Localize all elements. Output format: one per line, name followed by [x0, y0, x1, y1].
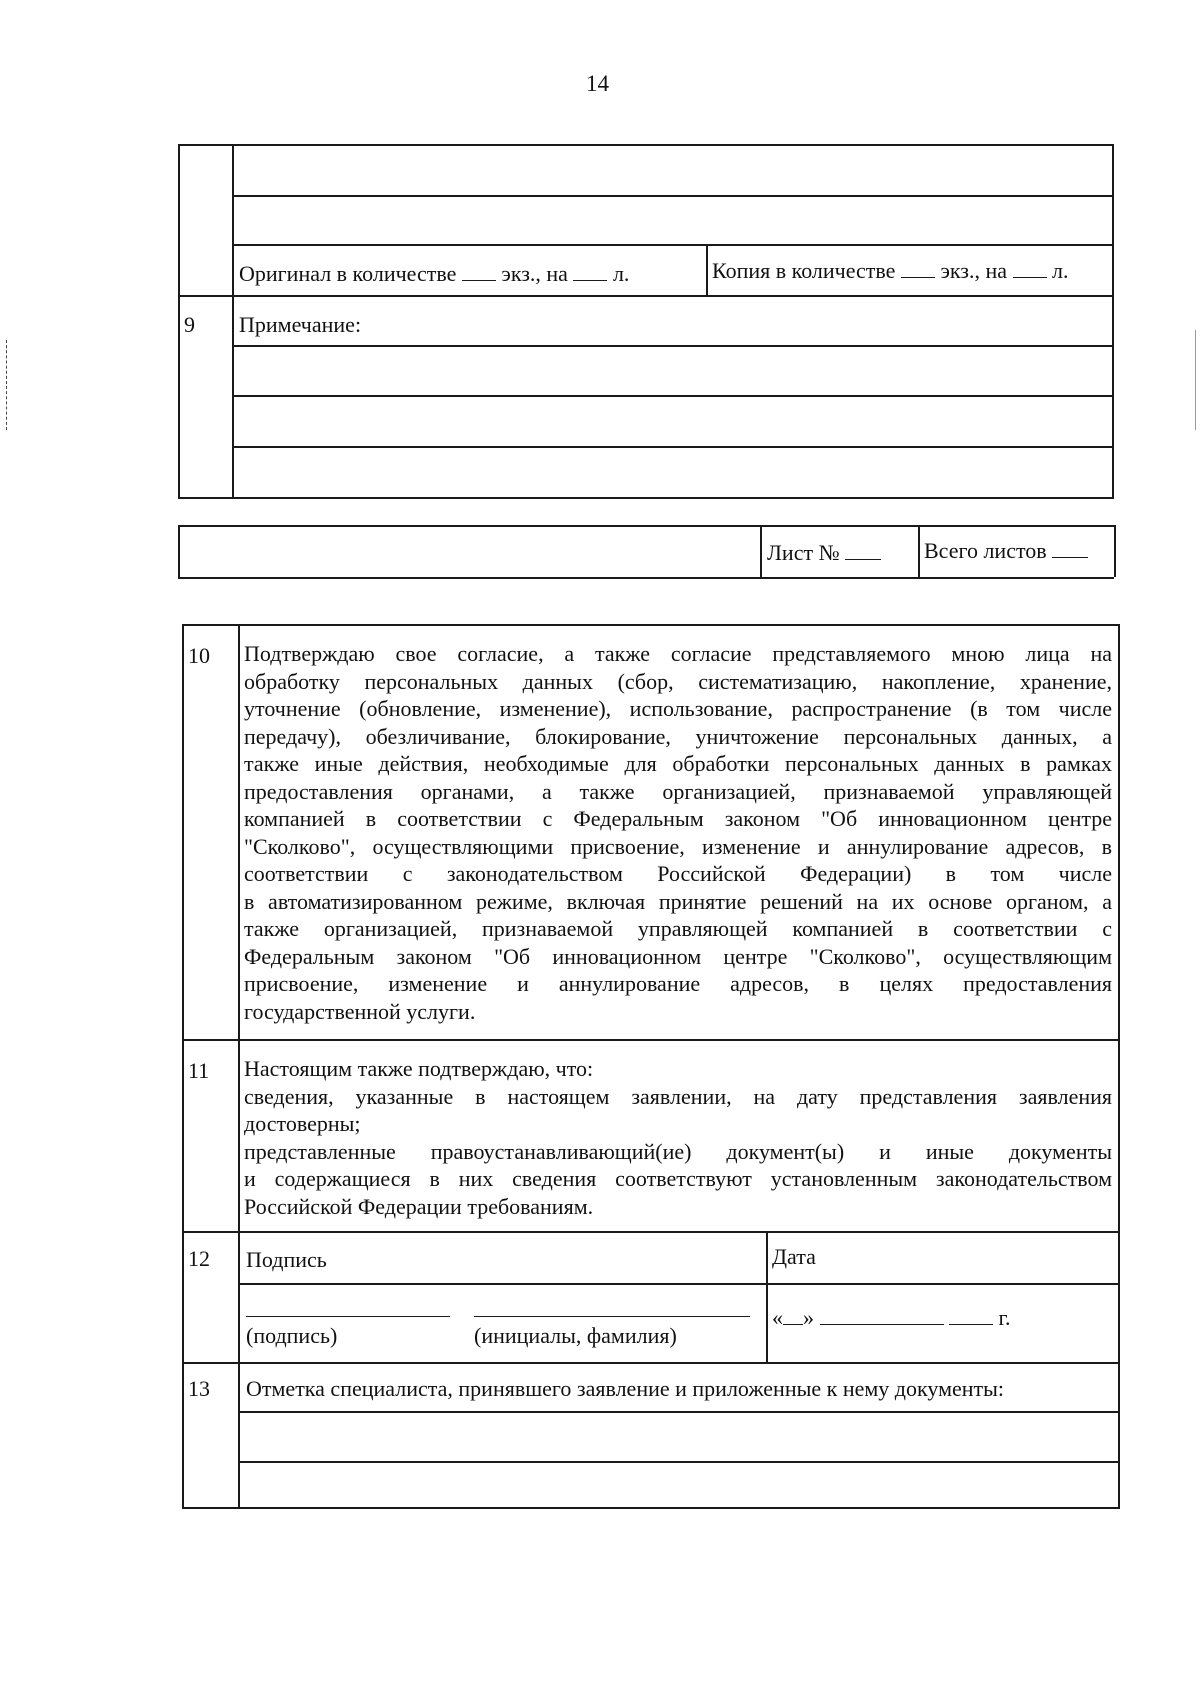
copy-label: Копия в количестве	[712, 258, 896, 283]
consent-line: присвоение, изменение и аннулирование адресов, в целях предоставления	[244, 971, 1112, 996]
consent-line: компанией в соответствии с Федеральным законом "Об инновационном центре	[244, 806, 1112, 831]
confirmation-paragraph	[244, 1055, 1112, 1220]
date-field	[772, 1304, 1011, 1332]
signature-label: Подпись	[246, 1247, 327, 1272]
sheet-number-label: Лист №	[767, 540, 840, 565]
scan-edge-mark-right	[1195, 330, 1196, 430]
row-number-10: 10	[188, 643, 210, 668]
date-month-blank[interactable]	[820, 1306, 944, 1325]
consent-line: Подтверждаю свое согласие, а также согласие представляемого мною лица на	[244, 641, 1112, 666]
date-label: Дата	[772, 1244, 816, 1269]
confirmation-line: достоверны;	[244, 1111, 361, 1136]
copy-qty-blank[interactable]	[901, 259, 935, 278]
signature-caption: (подпись)	[246, 1323, 338, 1348]
total-sheets-blank[interactable]	[1052, 539, 1088, 558]
year-suffix: г.	[998, 1305, 1011, 1330]
consent-line: предоставления органами, а также организацией, признаваемой управляющей	[244, 778, 1112, 804]
copy-qty-unit: экз., на	[940, 258, 1008, 283]
consent-line: также иные действия, необходимые для обработки персональных данных в рамках	[244, 751, 1112, 776]
signature-line[interactable]	[246, 1316, 450, 1317]
consent-line: Федеральным законом "Об инновационном центре "Сколково", осуществляющим	[244, 943, 1112, 969]
total-sheets-field	[924, 537, 1088, 565]
confirmation-line: сведения, указанные в настоящем заявлении, на дату представления заявления	[244, 1083, 1112, 1109]
specialist-mark-label: Отметка специалиста, принявшего заявление и приложенные к нему документы:	[246, 1376, 1005, 1401]
note-label: Примечание:	[239, 312, 362, 337]
page-number: 14	[586, 71, 609, 96]
confirmation-line: Настоящим также подтверждаю, что:	[244, 1056, 594, 1081]
copy-sheet-unit: л.	[1052, 258, 1069, 283]
consent-paragraph	[244, 640, 1112, 1025]
original-sheet-unit: л.	[612, 261, 630, 286]
sheet-number-field	[767, 539, 881, 567]
row-number-12: 12	[188, 1246, 210, 1271]
original-sheets-blank[interactable]	[573, 262, 607, 281]
confirmation-line: Российской Федерации требованиям.	[244, 1193, 594, 1219]
total-sheets-label: Всего листов	[924, 538, 1047, 563]
original-quantity-field	[239, 260, 629, 288]
confirmation-line: представленные правоустанавливающий(ие) документ(ы) и иные документы	[244, 1138, 1112, 1164]
name-caption: (инициалы, фамилия)	[474, 1323, 677, 1348]
name-line[interactable]	[474, 1316, 750, 1317]
consent-line: передачу), обезличивание, блокирование, уничтожение персональных данных, а	[244, 723, 1112, 749]
row-number-13: 13	[188, 1376, 210, 1401]
consent-line: обработку персональных данных (сбор, систематизацию, накопление, хранение,	[244, 668, 1112, 694]
consent-line: в автоматизированном режиме, включая принятие решений на их основе органом, а	[244, 888, 1112, 914]
confirmation-line: и содержащиеся в них сведения соответствуют установленным законодательством	[244, 1166, 1112, 1191]
copy-sheets-blank[interactable]	[1013, 259, 1047, 278]
original-qty-blank[interactable]	[462, 262, 496, 281]
row-number-11: 11	[188, 1058, 210, 1083]
original-label: Оригинал в количестве	[239, 261, 457, 286]
date-year-blank[interactable]	[949, 1306, 993, 1325]
copy-quantity-field	[712, 257, 1069, 285]
consent-line: соответствии с законодательством Российской Федерации) в том числе	[244, 861, 1112, 886]
date-day-blank[interactable]	[783, 1306, 803, 1325]
original-qty-unit: экз., на	[501, 261, 568, 286]
consent-line: государственной услуги.	[244, 998, 476, 1024]
consent-line: уточнение (обновление, изменение), использование, распространение (в том числе	[244, 696, 1112, 721]
sheet-number-blank[interactable]	[845, 541, 881, 560]
row-number-9: 9	[184, 312, 195, 337]
date-open-quote: «	[772, 1305, 783, 1330]
scan-edge-mark	[6, 340, 7, 430]
consent-line: также организацией, признаваемой управляющей компанией в соответствии с	[244, 916, 1112, 941]
consent-line: "Сколково", осуществляющими присвоение, изменение и аннулирование адресов, в	[244, 833, 1112, 859]
date-close-quote: »	[803, 1305, 814, 1330]
